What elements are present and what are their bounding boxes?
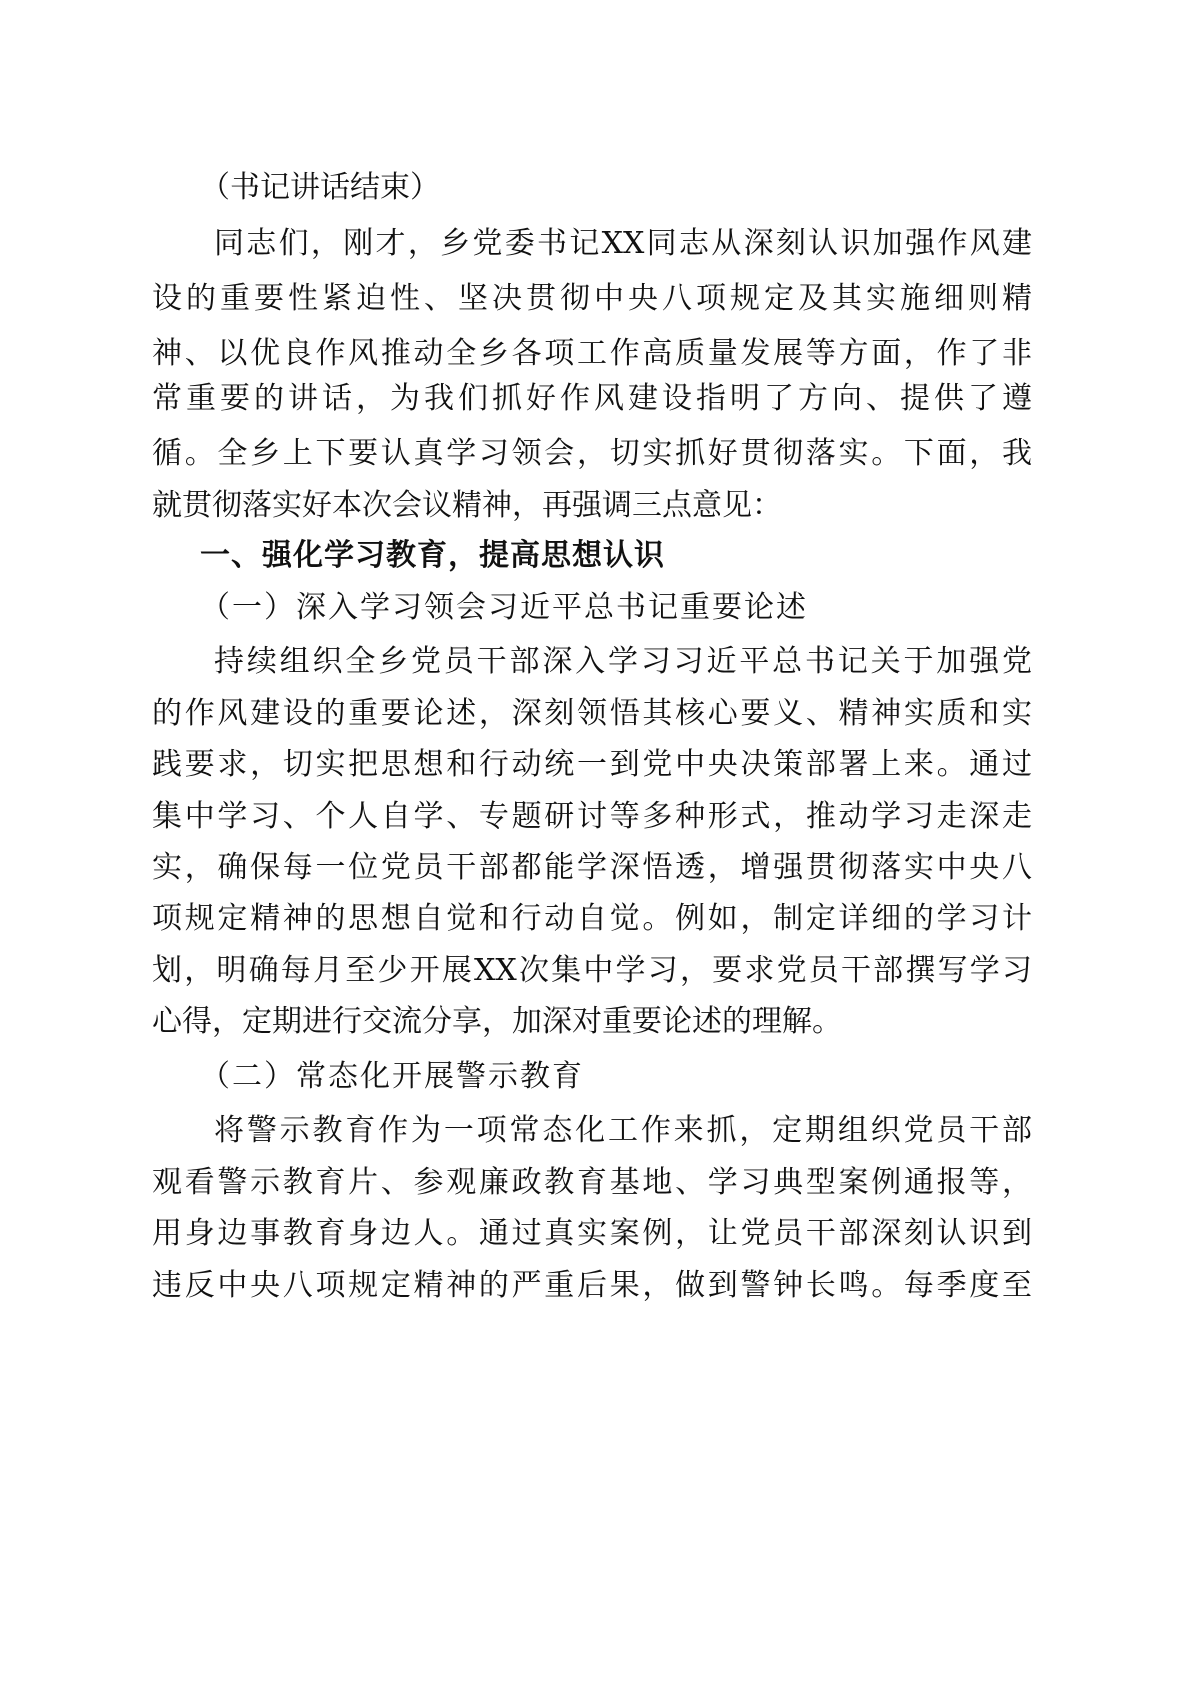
subsection-2-heading: （二）常态化开展警示教育: [200, 1059, 584, 1094]
intro-line-4: 常重要的讲话，为我们抓好作风建设指明了方向、提供了遵: [152, 381, 1032, 416]
intro-line-5: 循。全乡上下要认真学习领会，切实抓好贯彻落实。下面，我: [152, 436, 1032, 471]
sub2-line-2: 观看警示教育片、参观廉政教育基地、学习典型案例通报等，: [152, 1165, 1032, 1200]
section-1-heading: 一、强化学习教育，提高思想认识: [200, 538, 665, 573]
subsection-1-heading: （一）深入学习领会习近平总书记重要论述: [200, 590, 808, 625]
intro-line-2: 设的重要性紧迫性、坚决贯彻中央八项规定及其实施细则精: [152, 281, 1032, 316]
intro-line-6: 就贯彻落实好本次会议精神，再强调三点意见：: [152, 488, 782, 523]
sub2-line-1: 将警示教育作为一项常态化工作来抓，定期组织党员干部: [214, 1113, 1032, 1148]
speech-end-note: （书记讲话结束）: [200, 170, 440, 205]
sub1-line-7: 划，明确每月至少开展XX次集中学习，要求党员干部撰写学习: [152, 953, 1032, 988]
sub1-line-4: 集中学习、个人自学、专题研讨等多种形式，推动学习走深走: [152, 799, 1032, 834]
sub1-line-2: 的作风建设的重要论述，深刻领悟其核心要义、精神实质和实: [152, 696, 1032, 731]
sub2-line-3: 用身边事教育身边人。通过真实案例，让党员干部深刻认识到: [152, 1216, 1032, 1251]
sub1-line-3: 践要求，切实把思想和行动统一到党中央决策部署上来。通过: [152, 747, 1032, 782]
intro-line-1: 同志们，刚才，乡党委书记XX同志从深刻认识加强作风建: [214, 226, 1032, 261]
sub2-line-4: 违反中央八项规定精神的严重后果，做到警钟长鸣。每季度至: [152, 1268, 1032, 1303]
sub1-line-8: 心得，定期进行交流分享，加深对重要论述的理解。: [152, 1004, 842, 1039]
intro-line-3: 神、以优良作风推动全乡各项工作高质量发展等方面，作了非: [152, 336, 1032, 371]
sub1-line-5: 实，确保每一位党员干部都能学深悟透，增强贯彻落实中央八: [152, 850, 1032, 885]
sub1-line-6: 项规定精神的思想自觉和行动自觉。例如，制定详细的学习计: [152, 901, 1032, 936]
sub1-line-1: 持续组织全乡党员干部深入学习习近平总书记关于加强党: [214, 644, 1032, 679]
